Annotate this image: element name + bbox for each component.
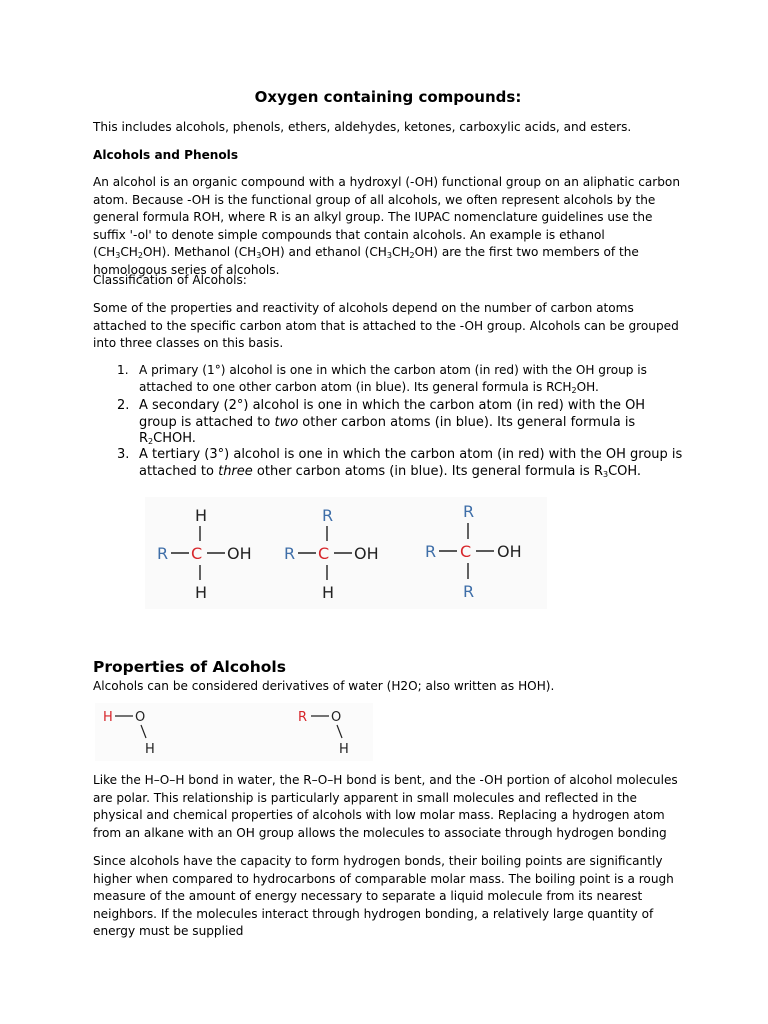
c-atom: C	[318, 544, 330, 563]
c-atom: C	[191, 544, 203, 563]
r-group: R	[425, 542, 437, 561]
r-group: R	[284, 544, 296, 563]
alcohol-bent-structure	[293, 703, 373, 761]
h-atom: H	[145, 742, 155, 757]
r-group: R	[298, 710, 308, 725]
bond-polarity-paragraph: Like the H–O–H bond in water, the R–O–H bond is bent, and the -OH portion of alcohol molecules are polar. This relationship is particularly apparent in small molecules and reflected in the physical and chemical properties of alcohols with low molar mass. Replacing a hydrogen atom from an alkane with an OH group allows the molecules to associate through hydrogen bonding	[93, 773, 678, 840]
classification-label: Classification of Alcohols:	[93, 273, 247, 287]
alcohol-definition-paragraph: An alcohol is an organic compound with a hydroxyl (-OH) functional group on an aliphatic carbon atom. Because -OH is the functional group of all alcohols, we often represent alcohols by the general formula ROH, where R is an alkyl group. The IUPAC nomenclature guidelines use the suffix '-ol' to denote simple compounds that contain alcohols. An example is ethanol $(CH_3CH_2OH)$. Methanol $(CH_3OH)$ and ethanol $(CH_3CH_2OH)$ are the first two members of the homologous series of alcohols.	[93, 175, 680, 277]
section-heading-alcohols-phenols: Alcohols and Phenols	[93, 148, 239, 162]
h-atom: H	[322, 583, 335, 602]
h-atom: H	[103, 710, 113, 725]
secondary-alcohol-structure	[284, 506, 379, 602]
properties-intro-paragraph: Alcohols can be considered derivatives of water (H2O; also written as HOH).	[93, 679, 555, 693]
intro-paragraph: This includes alcohols, phenols, ethers, aldehydes, ketones, carboxylic acids, and esters.	[93, 120, 632, 134]
r-group: R	[463, 582, 475, 601]
classification-paragraph: Some of the properties and reactivity of alcohols depend on the number of carbon atoms attached to the specific carbon atom that is attached to the -OH group. Alcohols can be grouped into three classes on this basis.	[93, 301, 679, 351]
r-group: R	[463, 502, 475, 521]
h-atom: H	[195, 583, 208, 602]
boiling-point-paragraph: Since alcohols have the capacity to form hydrogen bonds, their boiling points are significantly higher when compared to hydrocarbons of comparable molar mass. The boiling point is a rough measure of the amount of energy necessary to separate a liquid molecule from its nearest neighbors. If the molecules interact through hydrogen bonding, a relatively large quantity of energy must be supplied	[93, 854, 674, 939]
o-atom: O	[331, 710, 342, 725]
tertiary-alcohol-structure	[425, 502, 522, 601]
section-heading-properties: Properties of Alcohols	[93, 658, 286, 676]
oh-group: OH	[497, 542, 522, 561]
page-title: Oxygen containing compounds:	[254, 88, 522, 106]
alcohol-classes-structures	[145, 497, 547, 609]
primary-alcohol-structure	[157, 506, 252, 602]
c-atom: C	[460, 542, 472, 561]
oh-group: OH	[354, 544, 379, 563]
o-atom: O	[135, 710, 146, 725]
r-group: R	[322, 506, 334, 525]
r-group: R	[157, 544, 169, 563]
oh-group: OH	[227, 544, 252, 563]
h-atom: H	[339, 742, 349, 757]
h-atom: H	[195, 506, 208, 525]
